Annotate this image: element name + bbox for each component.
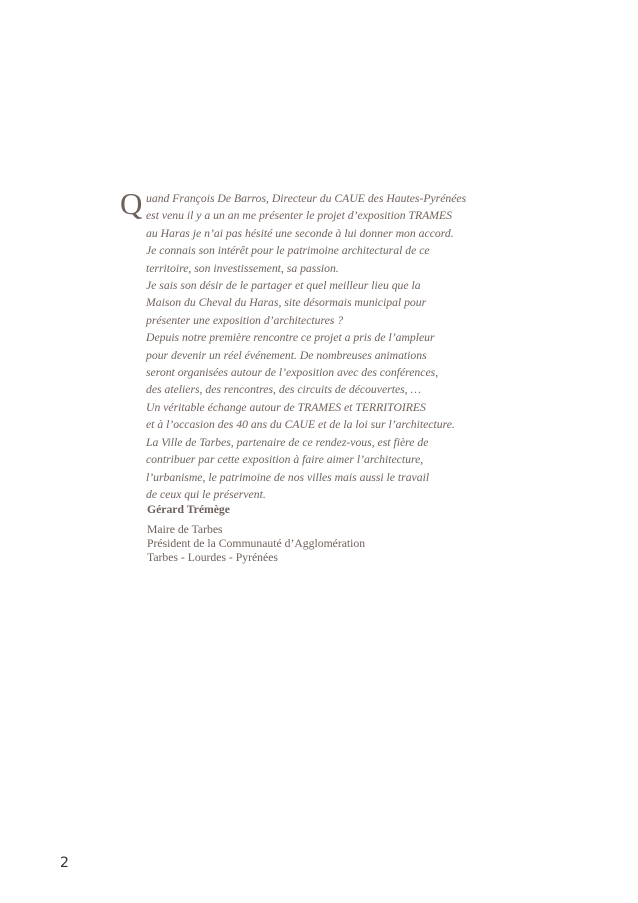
letter-line: et à l’occasion des 40 ans du CAUE et de la loi sur l’architecture. <box>146 418 455 432</box>
drop-cap: Q <box>120 186 143 221</box>
letter-line: des ateliers, des rencontres, des circuits de découvertes, … <box>146 383 421 397</box>
letter-line: La Ville de Tarbes, partenaire de ce rendez-vous, est fière de <box>146 435 429 449</box>
signatory-title: Tarbes - Lourdes - Pyrénées <box>147 551 278 564</box>
letter-line: est venu il y a un an me présenter le projet d’exposition TRAMES <box>146 209 452 223</box>
letter-line: uand François De Barros, Directeur du CAUE des Hautes-Pyrénées <box>146 192 467 205</box>
letter-line: contribuer par cette exposition à faire aimer l’architecture, <box>146 453 424 467</box>
letter-line: seront organisées autour de l’exposition avec des conférences, <box>146 366 439 380</box>
signatory-name: Gérard Trémège <box>147 503 230 516</box>
signatory-title: Président de la Communauté d’Agglomération <box>147 537 366 550</box>
signatory-title: Maire de Tarbes <box>147 523 223 536</box>
letter-line: pour devenir un réel événement. De nombreuses animations <box>146 348 427 362</box>
signature-block <box>147 503 365 565</box>
letter-line: Maison du Cheval du Haras, site désormais municipal pour <box>146 296 427 310</box>
letter-line: territoire, son investissement, sa passion. <box>146 261 339 275</box>
letter-line: Je connais son intérêt pour le patrimoine architectural de ce <box>146 244 430 258</box>
letter-line: au Haras je n’ai pas hésité une seconde à lui donner mon accord. <box>146 226 454 240</box>
letter-line: Un véritable échange autour de TRAMES et TERRITOIRES <box>146 400 426 414</box>
mayor-letter <box>120 186 540 503</box>
letter-line: de ceux qui le préservent. <box>146 487 266 501</box>
letter-line: présenter une exposition d’architectures ? <box>146 313 344 327</box>
page-number: 2 <box>60 855 69 871</box>
letter-line: l’urbanisme, le patrimoine de nos villes mais aussi le travail <box>146 470 430 484</box>
letter-line: Depuis notre première rencontre ce projet a pris de l’ampleur <box>146 331 435 345</box>
letter-body <box>146 190 540 503</box>
letter-line: Je sais son désir de le partager et quel meilleur lieu que la <box>146 279 421 293</box>
